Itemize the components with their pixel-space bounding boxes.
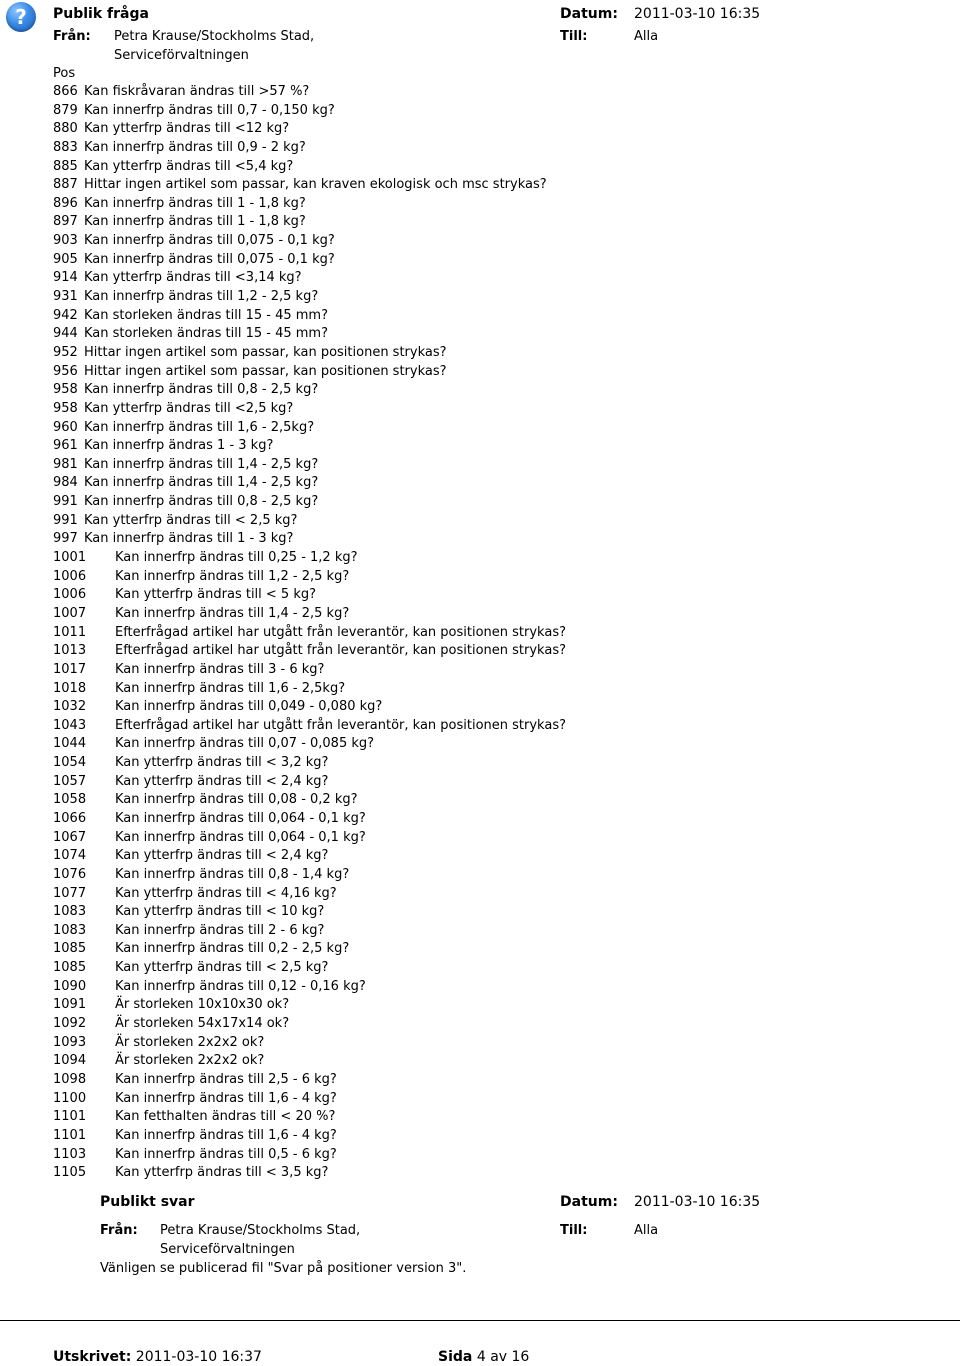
list-item [53, 1034, 566, 1053]
list-item [53, 698, 566, 717]
list-item [53, 586, 566, 605]
answer-to-label: Till: [560, 1223, 588, 1238]
footer-page-of: av [490, 1349, 508, 1365]
list-item [53, 885, 566, 904]
list-item [53, 1015, 566, 1034]
list-item-pos: 1098 [53, 1071, 87, 1087]
list-item-text: Är storleken 2x2x2 ok? [115, 1053, 265, 1069]
list-item-text: Kan innerfrp ändras till 0,8 - 2,5 kg? [84, 382, 319, 398]
list-item-text: Kan storleken ändras till 15 - 45 mm? [84, 307, 328, 323]
list-item [53, 624, 566, 643]
list-item-pos: 887 [53, 177, 78, 193]
list-item-pos: 991 [53, 512, 78, 528]
list-item [53, 83, 566, 102]
list-item-pos: 1067 [53, 829, 87, 845]
list-item [53, 959, 566, 978]
list-item-text: Kan innerfrp ändras till 0,8 - 2,5 kg? [84, 494, 319, 510]
list-item-text: Kan ytterfrp ändras till < 2,4 kg? [115, 773, 329, 789]
footer-page-num: 4 [476, 1349, 486, 1365]
list-item [53, 102, 566, 121]
list-item-pos: 896 [53, 195, 78, 211]
list-item-text: Efterfrågad artikel har utgått från leverantör, kan positionen strykas? [115, 643, 567, 659]
list-item [53, 474, 566, 493]
list-item [53, 549, 566, 568]
question-from-label: Från: [53, 29, 91, 44]
list-item-text: Är storleken 2x2x2 ok? [115, 1034, 265, 1050]
list-item-pos: 1085 [53, 960, 87, 976]
list-item-pos: 1103 [53, 1146, 87, 1162]
answer-date-value: 2011-03-10 16:35 [634, 1194, 761, 1210]
list-item-text: Kan ytterfrp ändras till < 4,16 kg? [115, 885, 337, 901]
list-item-text: Kan innerfrp ändras 1 - 3 kg? [84, 438, 274, 454]
list-item-text: Kan ytterfrp ändras till < 2,5 kg? [84, 512, 298, 528]
list-item-pos: 866 [53, 84, 78, 99]
list-item-pos: 1100 [53, 1090, 87, 1106]
question-to-label: Till: [560, 29, 588, 44]
list-item-text: Hittar ingen artikel som passar, kan positionen strykas? [84, 344, 447, 360]
list-item-text: Kan innerfrp ändras till 1,6 - 2,5kg? [84, 419, 315, 435]
list-item-text: Kan innerfrp ändras till 1,6 - 2,5kg? [115, 680, 346, 696]
list-item [53, 735, 566, 754]
footer-printed-label: Utskrivet: [53, 1349, 132, 1365]
list-item [53, 120, 566, 139]
list-item-text: Kan innerfrp ändras till 1,4 - 2,5 kg? [84, 475, 319, 491]
list-item-pos: 958 [53, 400, 78, 416]
list-item-pos: 1011 [53, 624, 87, 640]
question-from-line1: Petra Krause/Stockholms Stad, [114, 29, 315, 44]
list-item-text: Kan innerfrp ändras till 1,2 - 2,5 kg? [84, 289, 319, 305]
list-item-pos: 883 [53, 139, 78, 155]
list-item [53, 568, 566, 587]
list-item [53, 1146, 566, 1165]
list-item-pos: 1018 [53, 680, 87, 696]
list-item [53, 512, 566, 531]
list-item-pos: 1105 [53, 1165, 87, 1181]
list-item-text: Kan innerfrp ändras till 0,12 - 0,16 kg? [115, 978, 366, 994]
question-to-value: Alla [634, 29, 659, 44]
list-item [53, 232, 566, 251]
list-item-text: Kan fiskråvaran ändras till >57 %? [84, 84, 310, 99]
list-item-pos: 991 [53, 494, 78, 510]
list-item [53, 1164, 566, 1183]
list-item [53, 213, 566, 232]
list-item-text: Kan innerfrp ändras till 1 - 1,8 kg? [84, 195, 306, 211]
list-item [53, 866, 566, 885]
list-item [53, 381, 566, 400]
list-item-pos: 952 [53, 344, 78, 360]
list-item-pos: 1001 [53, 550, 87, 566]
list-item-pos: 897 [53, 214, 78, 230]
list-item-pos: 1017 [53, 661, 87, 677]
answer-date-label: Datum: [560, 1194, 618, 1210]
list-item-text: Kan innerfrp ändras till 0,08 - 0,2 kg? [115, 792, 358, 808]
footer-page [438, 1348, 529, 1366]
list-item-pos: 914 [53, 270, 78, 286]
list-item-pos: 879 [53, 102, 78, 118]
list-item-text: Kan innerfrp ändras till 1,4 - 2,5 kg? [115, 605, 350, 621]
list-item [53, 288, 566, 307]
list-item-pos: 984 [53, 475, 78, 491]
list-item-text: Kan ytterfrp ändras till < 10 kg? [115, 904, 325, 920]
list-item [53, 437, 566, 456]
list-item-pos: 1083 [53, 904, 87, 920]
list-item-text: Kan innerfrp ändras till 3 - 6 kg? [115, 661, 325, 677]
list-item [53, 773, 566, 792]
list-item [53, 195, 566, 214]
list-item-text: Är storleken 54x17x14 ok? [115, 1016, 290, 1032]
list-item-text: Kan ytterfrp ändras till < 2,4 kg? [115, 848, 329, 864]
answer-to-value: Alla [634, 1223, 659, 1238]
question-date-label: Datum: [560, 6, 618, 22]
list-item-pos: 931 [53, 289, 78, 305]
list-item-pos: 960 [53, 419, 78, 435]
list-item [53, 940, 566, 959]
list-item-text: Kan ytterfrp ändras till <3,14 kg? [84, 270, 302, 286]
list-item-pos: 1006 [53, 587, 87, 603]
list-item [53, 493, 566, 512]
list-item-text: Kan ytterfrp ändras till <5,4 kg? [84, 158, 294, 174]
list-item-pos: 1090 [53, 978, 87, 994]
list-item-pos: 961 [53, 438, 78, 454]
list-item [53, 1108, 566, 1127]
answer-from-line1: Petra Krause/Stockholms Stad, [160, 1223, 361, 1238]
list-item-pos: 905 [53, 251, 78, 267]
list-item-pos: 1066 [53, 810, 87, 826]
list-item-pos: 1076 [53, 866, 87, 882]
list-item-text: Kan ytterfrp ändras till < 2,5 kg? [115, 960, 329, 976]
list-item [53, 269, 566, 288]
list-item-text: Efterfrågad artikel har utgått från leverantör, kan positionen strykas? [115, 624, 567, 640]
list-item [53, 176, 566, 195]
list-item-pos: 1006 [53, 568, 87, 584]
list-item-text: Kan innerfrp ändras till 1 - 3 kg? [84, 531, 294, 547]
list-item-text: Kan innerfrp ändras till 2 - 6 kg? [115, 922, 325, 938]
list-item-pos: 981 [53, 456, 78, 472]
list-item-text: Kan fetthalten ändras till < 20 %? [115, 1109, 336, 1125]
list-item-pos: 1054 [53, 755, 87, 771]
list-item-pos: 1013 [53, 643, 87, 659]
list-item-pos: 956 [53, 363, 78, 379]
list-item [53, 810, 566, 829]
list-item-pos: 880 [53, 121, 78, 137]
list-item-text: Efterfrågad artikel har utgått från leverantör, kan positionen strykas? [115, 717, 567, 733]
list-item-text: Kan innerfrp ändras till 0,064 - 0,1 kg? [115, 829, 366, 845]
list-item [53, 791, 566, 810]
list-item-text: Kan ytterfrp ändras till <12 kg? [84, 121, 290, 137]
list-item [53, 307, 566, 326]
list-item [53, 754, 566, 773]
list-item-pos: 1032 [53, 699, 87, 715]
list-item [53, 1090, 566, 1109]
list-item [53, 363, 566, 382]
list-item [53, 344, 566, 363]
list-item [53, 139, 566, 158]
list-item-pos: 885 [53, 158, 78, 174]
list-item-text: Kan innerfrp ändras till 0,075 - 0,1 kg? [84, 233, 335, 249]
list-item-text: Kan innerfrp ändras till 2,5 - 6 kg? [115, 1071, 337, 1087]
list-item-text: Kan innerfrp ändras till 1,6 - 4 kg? [115, 1127, 337, 1143]
list-item-pos: 1085 [53, 941, 87, 957]
list-item [53, 680, 566, 699]
list-item-text: Kan storleken ändras till 15 - 45 mm? [84, 326, 328, 342]
footer-page-label: Sida [438, 1349, 473, 1365]
list-item-text: Kan innerfrp ändras till 0,7 - 0,150 kg? [84, 102, 335, 118]
list-item [53, 661, 566, 680]
list-item-pos: 1091 [53, 997, 87, 1013]
list-item [53, 847, 566, 866]
list-item-pos: 1101 [53, 1109, 87, 1125]
list-item [53, 922, 566, 941]
list-item [53, 605, 566, 624]
list-item-text: Kan innerfrp ändras till 1,2 - 2,5 kg? [115, 568, 350, 584]
list-item-pos: 1077 [53, 885, 87, 901]
answer-from-label: Från: [100, 1223, 138, 1238]
footer-page-total: 16 [511, 1349, 530, 1365]
list-item-text: Kan innerfrp ändras till 0,25 - 1,2 kg? [115, 550, 358, 566]
list-item [53, 996, 566, 1015]
list-item-text: Kan innerfrp ändras till 0,07 - 0,085 kg? [115, 736, 375, 752]
list-item-text: Kan innerfrp ändras till 0,064 - 0,1 kg? [115, 810, 366, 826]
list-item-pos: 1007 [53, 605, 87, 621]
list-item-text: Hittar ingen artikel som passar, kan kraven ekologisk och msc strykas? [84, 177, 547, 193]
answer-from-line2: Serviceförvaltningen [160, 1242, 295, 1257]
list-item-pos: 1094 [53, 1053, 87, 1069]
list-item-pos: 1092 [53, 1016, 87, 1032]
list-item-text: Kan ytterfrp ändras till < 3,5 kg? [115, 1165, 329, 1181]
footer-divider [0, 1320, 960, 1321]
list-item-text: Kan innerfrp ändras till 1,6 - 4 kg? [115, 1090, 337, 1106]
list-item-pos: 942 [53, 307, 78, 323]
list-item [53, 251, 566, 270]
list-item [53, 400, 566, 419]
list-item-pos: 1074 [53, 848, 87, 864]
list-item-text: Kan innerfrp ändras till 0,9 - 2 kg? [84, 139, 306, 155]
list-item-pos: 1044 [53, 736, 87, 752]
list-item-text: Kan ytterfrp ändras till <2,5 kg? [84, 400, 294, 416]
list-item-pos: 1043 [53, 717, 87, 733]
list-item-pos: 1101 [53, 1127, 87, 1143]
list-item-pos: 1083 [53, 922, 87, 938]
list-item-text: Kan innerfrp ändras till 1 - 1,8 kg? [84, 214, 306, 230]
list-item [53, 642, 566, 661]
list-item [53, 530, 566, 549]
question-date-value: 2011-03-10 16:35 [634, 6, 761, 22]
list-item [53, 1071, 566, 1090]
list-item [53, 325, 566, 344]
list-item-pos: 1093 [53, 1034, 87, 1050]
list-item [53, 1127, 566, 1146]
footer-printed [53, 1348, 262, 1366]
list-item-pos: 1057 [53, 773, 87, 789]
list-item [53, 158, 566, 177]
answer-title: Publikt svar [100, 1194, 195, 1210]
list-item-text: Kan innerfrp ändras till 1,4 - 2,5 kg? [84, 456, 319, 472]
list-item-text: Hittar ingen artikel som passar, kan positionen strykas? [84, 363, 447, 379]
list-item-text: Kan ytterfrp ändras till < 3,2 kg? [115, 755, 329, 771]
question-mark-icon: ? [6, 2, 36, 32]
list-item-text: Kan innerfrp ändras till 0,049 - 0,080 kg? [115, 699, 383, 715]
list-item-text: Kan ytterfrp ändras till < 5 kg? [115, 587, 317, 603]
footer-printed-value: 2011-03-10 16:37 [135, 1349, 262, 1365]
list-item-pos: 1058 [53, 792, 87, 808]
question-list [53, 83, 566, 1183]
list-item-pos: 944 [53, 326, 78, 342]
answer-body: Vänligen se publicerad fil "Svar på positioner version 3". [100, 1261, 467, 1276]
question-title: Publik fråga [53, 6, 149, 22]
list-item [53, 829, 566, 848]
list-item [53, 1052, 566, 1071]
list-item [53, 903, 566, 922]
question-from-line2: Serviceförvaltningen [114, 48, 249, 63]
pos-column-header: Pos [53, 66, 76, 81]
list-item-text: Kan innerfrp ändras till 0,5 - 6 kg? [115, 1146, 337, 1162]
list-item [53, 978, 566, 997]
list-item [53, 456, 566, 475]
list-item [53, 717, 566, 736]
list-item-pos: 997 [53, 531, 78, 547]
list-item-text: Är storleken 10x10x30 ok? [115, 997, 290, 1013]
list-item-pos: 903 [53, 233, 78, 249]
list-item-text: Kan innerfrp ändras till 0,8 - 1,4 kg? [115, 866, 350, 882]
list-item-pos: 958 [53, 382, 78, 398]
list-item [53, 419, 566, 438]
list-item-text: Kan innerfrp ändras till 0,2 - 2,5 kg? [115, 941, 350, 957]
list-item-text: Kan innerfrp ändras till 0,075 - 0,1 kg? [84, 251, 335, 267]
